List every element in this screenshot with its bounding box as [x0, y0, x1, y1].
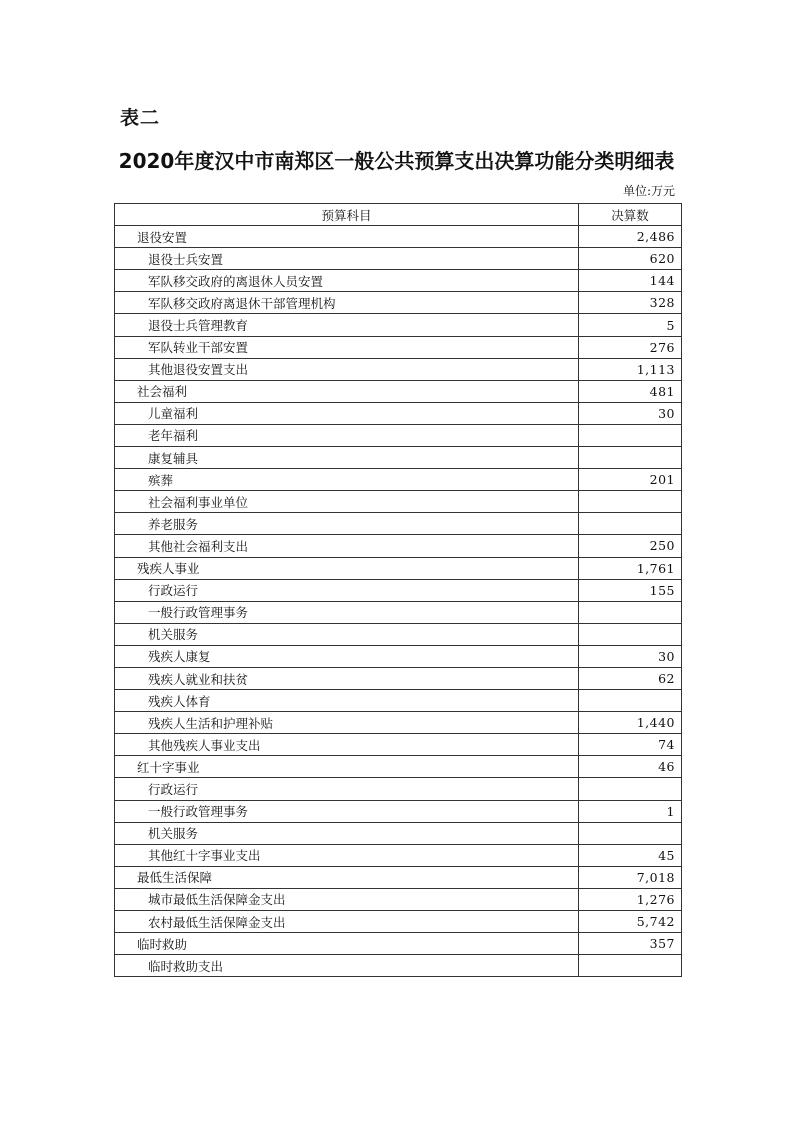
- row-amount: 30: [579, 402, 682, 424]
- table-row: [115, 955, 682, 977]
- row-amount: 2,486: [579, 226, 682, 248]
- row-amount: 46: [579, 756, 682, 778]
- table-row: [115, 380, 682, 402]
- row-amount: 7,018: [579, 866, 682, 888]
- row-item-name: 社会福利: [115, 380, 579, 402]
- row-item-name: 军队转业干部安置: [115, 336, 579, 358]
- row-item-name: 军队移交政府离退休干部管理机构: [115, 292, 579, 314]
- table-row: [115, 226, 682, 248]
- row-amount: 1,761: [579, 557, 682, 579]
- row-amount: [579, 623, 682, 645]
- row-amount: [579, 491, 682, 513]
- table-row: [115, 424, 682, 446]
- row-item-name: 机关服务: [115, 623, 579, 645]
- row-amount: [579, 955, 682, 977]
- table-number-label: 表二: [120, 107, 161, 129]
- row-item-name: 老年福利: [115, 424, 579, 446]
- row-amount: 74: [579, 734, 682, 756]
- row-amount: 155: [579, 579, 682, 601]
- table-row: [115, 667, 682, 689]
- row-amount: 357: [579, 933, 682, 955]
- row-item-name: 行政运行: [115, 778, 579, 800]
- table-row: [115, 623, 682, 645]
- row-amount: 620: [579, 248, 682, 270]
- row-item-name: 康复辅具: [115, 447, 579, 469]
- row-item-name: 红十字事业: [115, 756, 579, 778]
- expenditure-table: [114, 203, 682, 977]
- row-item-name: 退役士兵安置: [115, 248, 579, 270]
- row-item-name: 其他社会福利支出: [115, 535, 579, 557]
- table-row: [115, 866, 682, 888]
- row-amount: 45: [579, 844, 682, 866]
- table-row: [115, 248, 682, 270]
- row-item-name: 残疾人体育: [115, 690, 579, 712]
- row-amount: 201: [579, 469, 682, 491]
- table-row: [115, 336, 682, 358]
- table-row: [115, 933, 682, 955]
- table-row: [115, 800, 682, 822]
- table-row: [115, 601, 682, 623]
- row-amount: 250: [579, 535, 682, 557]
- row-item-name: 残疾人康复: [115, 645, 579, 667]
- row-amount: [579, 822, 682, 844]
- table-row: [115, 888, 682, 910]
- row-item-name: 临时救助: [115, 933, 579, 955]
- row-item-name: 农村最低生活保障金支出: [115, 911, 579, 933]
- row-amount: [579, 690, 682, 712]
- table-row: [115, 535, 682, 557]
- row-amount: [579, 778, 682, 800]
- row-amount: 30: [579, 645, 682, 667]
- table-row: [115, 778, 682, 800]
- table-row: [115, 469, 682, 491]
- row-item-name: 残疾人事业: [115, 557, 579, 579]
- row-item-name: 其他退役安置支出: [115, 358, 579, 380]
- table-row: [115, 712, 682, 734]
- row-item-name: 残疾人生活和护理补贴: [115, 712, 579, 734]
- row-item-name: 行政运行: [115, 579, 579, 601]
- row-amount: 62: [579, 667, 682, 689]
- table-row: [115, 690, 682, 712]
- row-item-name: 殡葬: [115, 469, 579, 491]
- row-amount: [579, 601, 682, 623]
- row-item-name: 一般行政管理事务: [115, 800, 579, 822]
- table-row: [115, 756, 682, 778]
- table-row: [115, 844, 682, 866]
- row-item-name: 退役安置: [115, 226, 579, 248]
- table-body: [115, 226, 682, 977]
- table-row: [115, 734, 682, 756]
- column-header-item: 预算科目: [115, 204, 579, 226]
- row-item-name: 其他残疾人事业支出: [115, 734, 579, 756]
- table-row: [115, 292, 682, 314]
- table-row: [115, 557, 682, 579]
- row-item-name: 社会福利事业单位: [115, 491, 579, 513]
- table-row: [115, 645, 682, 667]
- row-amount: 5,742: [579, 911, 682, 933]
- row-amount: 1,113: [579, 358, 682, 380]
- row-item-name: 最低生活保障: [115, 866, 579, 888]
- row-item-name: 临时救助支出: [115, 955, 579, 977]
- table-row: [115, 579, 682, 601]
- table-row: [115, 402, 682, 424]
- table-row: [115, 822, 682, 844]
- row-item-name: 军队移交政府的离退休人员安置: [115, 270, 579, 292]
- page-title: 2020年度汉中市南郑区一般公共预算支出决算功能分类明细表: [118, 149, 675, 173]
- row-amount: 481: [579, 380, 682, 402]
- table-header-row: [115, 204, 682, 226]
- table-row: [115, 314, 682, 336]
- row-amount: [579, 424, 682, 446]
- row-item-name: 养老服务: [115, 513, 579, 535]
- row-amount: 276: [579, 336, 682, 358]
- row-amount: 1,440: [579, 712, 682, 734]
- row-item-name: 机关服务: [115, 822, 579, 844]
- row-item-name: 残疾人就业和扶贫: [115, 667, 579, 689]
- table-row: [115, 358, 682, 380]
- row-item-name: 儿童福利: [115, 402, 579, 424]
- table-row: [115, 447, 682, 469]
- column-header-amount: 决算数: [579, 204, 682, 226]
- row-amount: 1,276: [579, 888, 682, 910]
- unit-label: 单位:万元: [622, 184, 675, 198]
- table-row: [115, 270, 682, 292]
- row-amount: 1: [579, 800, 682, 822]
- row-amount: [579, 513, 682, 535]
- table-row: [115, 513, 682, 535]
- row-amount: 144: [579, 270, 682, 292]
- row-item-name: 退役士兵管理教育: [115, 314, 579, 336]
- row-amount: 328: [579, 292, 682, 314]
- row-item-name: 一般行政管理事务: [115, 601, 579, 623]
- row-amount: [579, 447, 682, 469]
- row-amount: 5: [579, 314, 682, 336]
- table-row: [115, 911, 682, 933]
- row-item-name: 城市最低生活保障金支出: [115, 888, 579, 910]
- row-item-name: 其他红十字事业支出: [115, 844, 579, 866]
- table-row: [115, 491, 682, 513]
